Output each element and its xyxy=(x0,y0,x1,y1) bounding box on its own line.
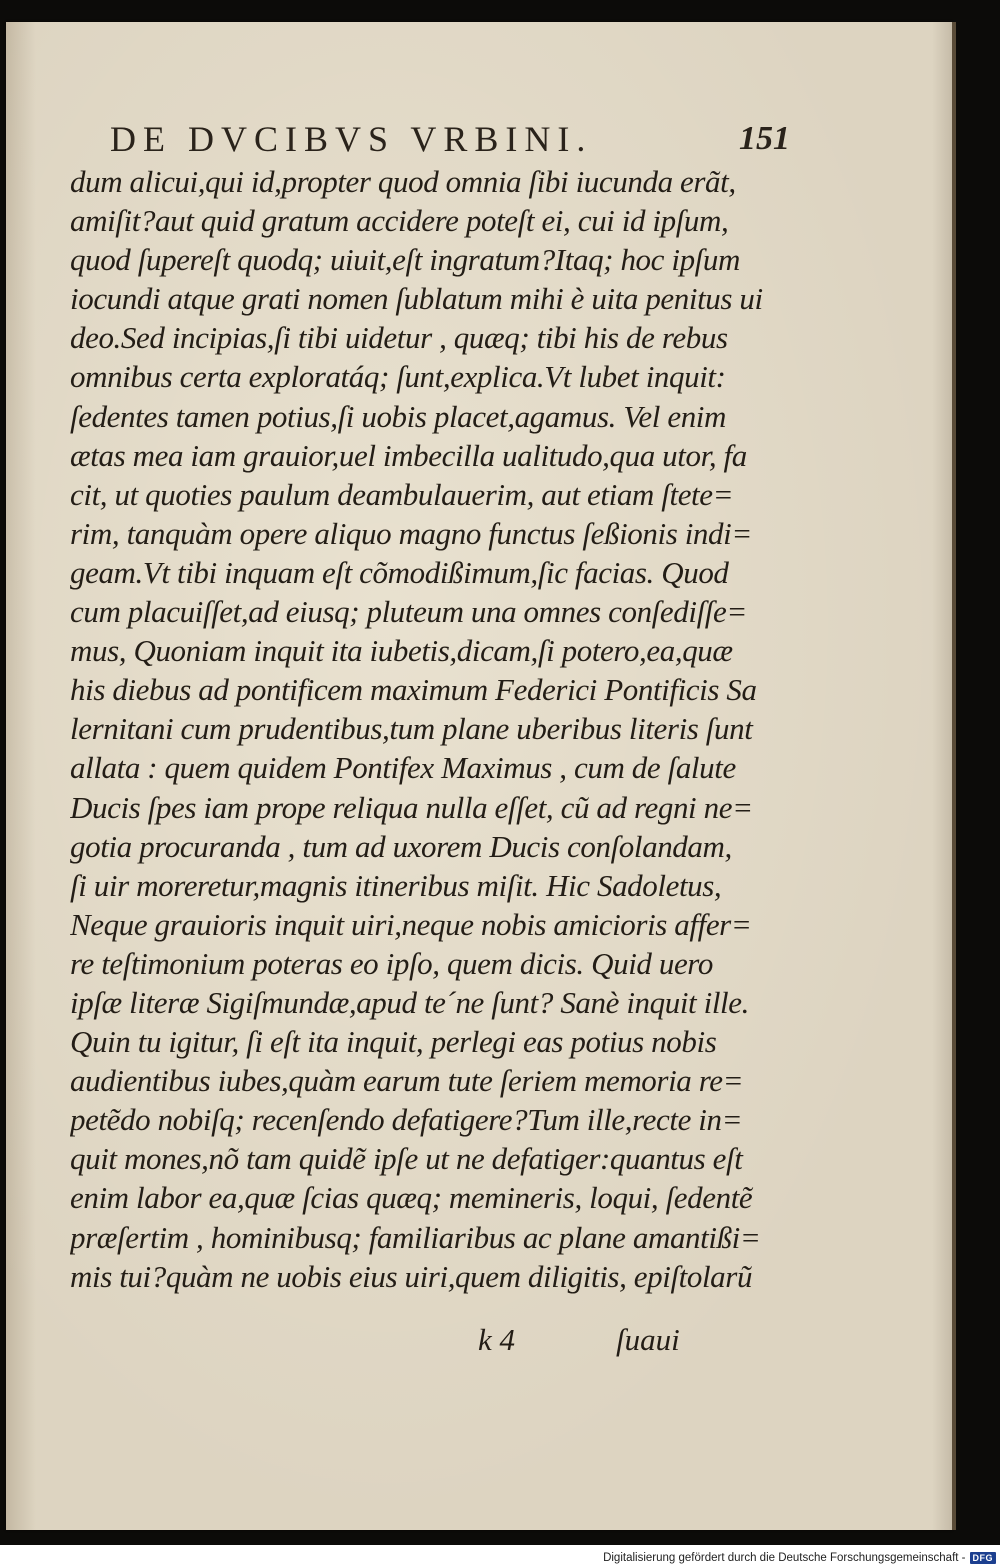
page-foot xyxy=(6,1322,766,1362)
text-line: omnibus certa exploratáq; ſunt,explica.Vt lubet inquit: xyxy=(70,359,726,395)
digitization-credit xyxy=(603,1552,996,1564)
page-number: 151 xyxy=(739,120,790,157)
text-line: amiſit?aut quid gratum accidere poteſt ei, cui id ipſum, xyxy=(70,203,729,239)
signature-mark: k 4 xyxy=(478,1322,516,1357)
credit-text: Digitalisierung gefördert durch die Deutsche Forschungsgemeinschaft - xyxy=(603,1552,966,1564)
text-line: audientibus iubes,quàm earum tute ſeriem memoria re= xyxy=(70,1063,744,1099)
text-line: ſi uir moreretur,magnis itineribus miſit. Hic Sadoletus, xyxy=(70,867,722,903)
running-head xyxy=(110,118,790,168)
text-line: mus, Quoniam inquit ita iubetis,dicam,ſi potero,ea,quæ xyxy=(70,633,733,669)
text-line: Quin tu igitur, ſi eſt ita inquit, perlegi eas potius nobis xyxy=(70,1024,717,1060)
text-line: rim, tanquàm opere aliquo magno functus ſeßionis indi= xyxy=(70,515,752,551)
dfg-logo-icon: DFG xyxy=(970,1552,997,1564)
text-line: Ducis ſpes iam prope reliqua nulla eſſet, cũ ad regni ne= xyxy=(70,789,753,825)
body-text xyxy=(70,162,770,1296)
text-line: petẽdo nobiſq; recenſendo defatigere?Tum ille,recte in= xyxy=(70,1102,743,1138)
text-line: ſedentes tamen potius,ſi uobis placet,agamus. Vel enim xyxy=(70,398,726,434)
text-line: mis tui?quàm ne uobis eius uiri,quem diligitis, epiſtolarũ xyxy=(70,1258,753,1294)
text-line: allata : quem quidem Pontifex Maximus , cum de ſalute xyxy=(70,750,736,786)
text-line: geam.Vt tibi inquam eſt cõmodißimum,ſic facias. Quod xyxy=(70,554,729,590)
text-line: quit mones,nõ tam quidẽ ipſe ut ne defatiger:quantus eſt xyxy=(70,1141,743,1177)
text-line: re teſtimonium poteras eo ipſo, quem dicis. Quid uero xyxy=(70,945,713,981)
text-line: cum placuiſſet,ad eiusq; pluteum una omnes conſediſſe= xyxy=(70,594,747,630)
text-line: præſertim , hominibusq; familiaribus ac plane amantißi= xyxy=(70,1219,761,1255)
text-line: Neque grauioris inquit uiri,neque nobis amicioris affer= xyxy=(70,906,752,942)
text-line: lernitani cum prudentibus,tum plane uberibus literis ſunt xyxy=(70,711,753,747)
text-line: his diebus ad pontificem maximum Federici Pontificis Sa xyxy=(70,672,757,708)
running-title: DE DVCIBVS VRBINI. xyxy=(110,119,593,159)
text-line: ipſæ literæ Sigiſmundæ,apud te´ne ſunt? Sanè inquit ille. xyxy=(70,984,749,1020)
book-page xyxy=(6,22,952,1530)
book-spine-edge xyxy=(952,22,956,1530)
text-line: cit, ut quoties paulum deambulauerim, aut etiam ſtete= xyxy=(70,476,734,512)
catchword: ſuaui xyxy=(616,1322,680,1357)
text-line: enim labor ea,quæ ſcias quæq; memineris, loqui, ſedentẽ xyxy=(70,1180,753,1216)
text-line: ætas mea iam grauior,uel imbecilla ualitudo,qua utor, fa xyxy=(70,437,747,473)
text-line: deo.Sed incipias,ſi tibi uidetur , quæq; tibi his de rebus xyxy=(70,320,728,356)
text-line: gotia procuranda , tum ad uxorem Ducis conſolandam, xyxy=(70,828,732,864)
text-line: quod ſupereſt quodq; uiuit,eſt ingratum?Itaq; hoc ipſum xyxy=(70,242,740,278)
text-line: iocundi atque grati nomen ſublatum mihi è uita penitus ui xyxy=(70,281,763,317)
text-line: dum alicui,qui id,propter quod omnia ſibi iucunda erãt, xyxy=(70,164,736,199)
